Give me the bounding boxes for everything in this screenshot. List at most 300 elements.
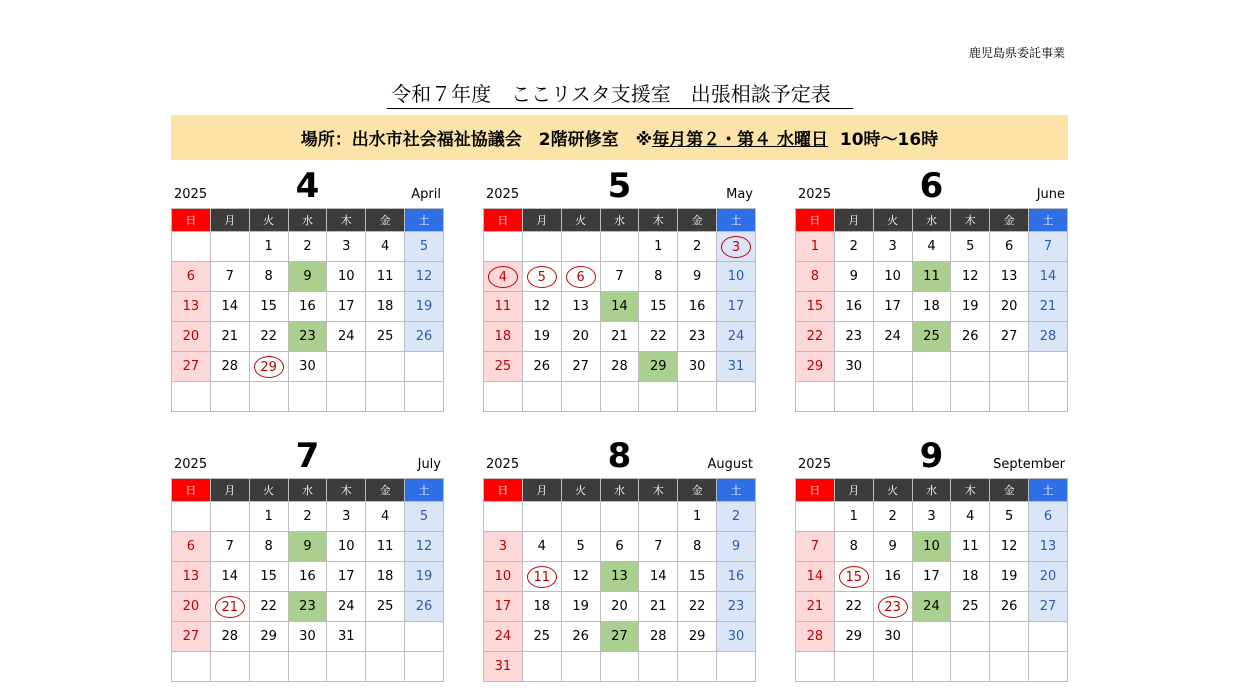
calendar-day: 18 (912, 292, 951, 322)
calendar-empty-cell (484, 502, 523, 532)
page-title (0, 78, 1240, 107)
weekday-header: 水 (600, 479, 639, 502)
weekday-header: 日 (172, 479, 211, 502)
weekday-header: 土 (405, 479, 444, 502)
calendar-day: 1 (639, 232, 678, 262)
calendar-empty-cell (1029, 652, 1068, 682)
calendar-empty-cell (366, 382, 405, 412)
calendar-day: 12 (990, 532, 1029, 562)
calendar-day: 27 (1029, 592, 1068, 622)
calendar-day: 21 (1029, 292, 1068, 322)
calendar-day: 6 (600, 532, 639, 562)
holiday-marker: 29 (254, 356, 284, 378)
calendar-grid (795, 208, 1068, 412)
calendar-day: 9 (288, 532, 327, 562)
weekday-header: 水 (912, 209, 951, 232)
calendar-day: 6 (172, 532, 211, 562)
calendar-month-5 (483, 164, 756, 412)
calendar-day: 17 (327, 562, 366, 592)
banner-time: 10時～16時 (839, 130, 939, 150)
weekday-header: 月 (210, 479, 249, 502)
calendar-day: 14 (639, 562, 678, 592)
calendar-day: 20 (172, 322, 211, 352)
calendar-day: 7 (210, 532, 249, 562)
calendar-empty-cell (561, 382, 600, 412)
calendar-day: 5 (405, 232, 444, 262)
weekday-header: 金 (990, 209, 1029, 232)
calendar-month-number: 5 (607, 166, 632, 206)
calendar-day: 27 (172, 352, 211, 382)
calendar-empty-cell (873, 352, 912, 382)
calendar-day: 24 (327, 592, 366, 622)
calendar-day: 10 (327, 262, 366, 292)
weekday-header: 金 (990, 479, 1029, 502)
calendar-day: 27 (172, 622, 211, 652)
calendar-day: 19 (405, 562, 444, 592)
calendar-empty-cell (951, 652, 990, 682)
holiday-marker: 11 (527, 566, 557, 588)
calendar-day: 8 (249, 532, 288, 562)
calendar-day: 5 (990, 502, 1029, 532)
calendar-day: 26 (405, 322, 444, 352)
calendar-month-english: June (1036, 187, 1065, 202)
calendar-empty-cell (990, 652, 1029, 682)
calendar-day: 7 (796, 532, 835, 562)
calendar-day: 5 (951, 232, 990, 262)
calendar-grid (171, 478, 444, 682)
calendar-empty-cell (951, 352, 990, 382)
calendar-day: 22 (249, 592, 288, 622)
calendar-day: 12 (405, 262, 444, 292)
weekday-header: 金 (678, 479, 717, 502)
calendar-empty-cell (405, 352, 444, 382)
calendar-empty-cell (172, 652, 211, 682)
calendar-day: 26 (561, 622, 600, 652)
calendar-day: 26 (990, 592, 1029, 622)
calendar-empty-cell (600, 502, 639, 532)
calendar-day: 4 (912, 232, 951, 262)
calendar-day: 13 (600, 562, 639, 592)
calendar-month-english: July (417, 457, 441, 472)
calendar-day: 26 (522, 352, 561, 382)
banner-location: 場所：出水市社会福祉協議会 2階研修室 ※ (300, 130, 653, 150)
weekday-header: 金 (366, 479, 405, 502)
calendar-day: 10 (327, 532, 366, 562)
calendar-day: 30 (288, 622, 327, 652)
calendar-year: 2025 (174, 457, 208, 472)
calendar-month-number: 8 (607, 436, 632, 476)
calendar-day: 28 (796, 622, 835, 652)
calendar-empty-cell (405, 382, 444, 412)
calendar-day: 28 (639, 622, 678, 652)
calendar-header (171, 164, 444, 208)
calendar-day: 21 (210, 322, 249, 352)
calendar-empty-cell (405, 622, 444, 652)
calendar-day: 21 (796, 592, 835, 622)
calendar-empty-cell (561, 232, 600, 262)
calendar-day: 9 (717, 532, 756, 562)
calendar-empty-cell (327, 352, 366, 382)
calendar-day: 14 (210, 292, 249, 322)
calendar-empty-cell (405, 652, 444, 682)
calendar-day: 17 (484, 592, 523, 622)
calendar-day: 10 (873, 262, 912, 292)
calendar-month-english: April (411, 187, 441, 202)
weekday-header: 木 (951, 479, 990, 502)
calendar-empty-cell (522, 232, 561, 262)
calendar-day: 11 (484, 292, 523, 322)
calendar-day: 14 (1029, 262, 1068, 292)
calendar-day (834, 562, 873, 592)
calendar-grid (171, 208, 444, 412)
calendar-day: 6 (172, 262, 211, 292)
calendar-day: 26 (405, 592, 444, 622)
calendar-empty-cell (912, 352, 951, 382)
calendar-day: 11 (951, 532, 990, 562)
calendar-empty-cell (639, 652, 678, 682)
holiday-marker: 23 (878, 596, 908, 618)
calendar-day: 18 (484, 322, 523, 352)
weekday-header: 月 (522, 209, 561, 232)
calendar-day: 4 (951, 502, 990, 532)
calendar-empty-cell (912, 382, 951, 412)
calendar-day: 13 (990, 262, 1029, 292)
calendar-day: 20 (990, 292, 1029, 322)
calendar-empty-cell (600, 652, 639, 682)
calendar-day: 6 (990, 232, 1029, 262)
calendar-empty-cell (366, 622, 405, 652)
calendar-day: 30 (873, 622, 912, 652)
calendar-empty-cell (600, 382, 639, 412)
weekday-header: 木 (639, 209, 678, 232)
calendar-day: 4 (366, 232, 405, 262)
calendar-empty-cell (639, 382, 678, 412)
calendar-day: 2 (288, 502, 327, 532)
calendar-day: 25 (366, 322, 405, 352)
calendar-day: 2 (834, 232, 873, 262)
calendar-day: 23 (288, 592, 327, 622)
calendar-day: 8 (249, 262, 288, 292)
calendar-empty-cell (796, 502, 835, 532)
banner-schedule: 毎月第２・第４ 水曜日 (652, 130, 829, 150)
holiday-marker: 15 (839, 566, 869, 588)
page-title-text: 令和７年度 ここリスタ支援室 出張相談予定表 (387, 82, 853, 109)
calendar-day: 3 (912, 502, 951, 532)
calendar-day: 19 (561, 592, 600, 622)
weekday-header: 土 (1029, 209, 1068, 232)
calendar-header (795, 434, 1068, 478)
calendar-empty-cell (678, 382, 717, 412)
weekday-header: 火 (561, 209, 600, 232)
calendar-day: 10 (484, 562, 523, 592)
calendar-day: 15 (678, 562, 717, 592)
calendar-empty-cell (522, 652, 561, 682)
calendar-day: 1 (834, 502, 873, 532)
calendar-day: 11 (912, 262, 951, 292)
calendar-day: 3 (327, 232, 366, 262)
calendar-day: 8 (796, 262, 835, 292)
calendar-day: 28 (600, 352, 639, 382)
weekday-header: 日 (796, 209, 835, 232)
calendar-day: 24 (327, 322, 366, 352)
calendar-day: 19 (990, 562, 1029, 592)
calendar-month-english: September (993, 457, 1065, 472)
calendar-day: 2 (288, 232, 327, 262)
location-banner (171, 115, 1068, 160)
calendar-empty-cell (951, 622, 990, 652)
calendar-header (171, 434, 444, 478)
calendar-empty-cell (210, 382, 249, 412)
weekday-header: 木 (951, 209, 990, 232)
calendar-month-number: 7 (295, 436, 320, 476)
calendar-day: 31 (484, 652, 523, 682)
weekday-header: 水 (288, 209, 327, 232)
weekday-header: 木 (639, 479, 678, 502)
calendar-day: 17 (912, 562, 951, 592)
calendar-day: 15 (796, 292, 835, 322)
calendar-empty-cell (639, 502, 678, 532)
calendar-empty-cell (484, 382, 523, 412)
calendar-empty-cell (210, 232, 249, 262)
calendar-empty-cell (327, 652, 366, 682)
calendar-empty-cell (210, 652, 249, 682)
calendar-day: 11 (366, 262, 405, 292)
calendar-empty-cell (834, 652, 873, 682)
calendar-day: 16 (834, 292, 873, 322)
weekday-header: 木 (327, 209, 366, 232)
calendar-empty-cell (678, 652, 717, 682)
weekday-header: 月 (210, 209, 249, 232)
calendar-empty-cell (366, 352, 405, 382)
calendar-day: 25 (522, 622, 561, 652)
calendar-day: 23 (717, 592, 756, 622)
calendar-header (483, 434, 756, 478)
calendar-day: 25 (951, 592, 990, 622)
holiday-marker: 5 (527, 266, 557, 288)
calendar-day: 24 (873, 322, 912, 352)
calendar-day: 27 (561, 352, 600, 382)
calendar-header (795, 164, 1068, 208)
calendar-year: 2025 (486, 457, 520, 472)
weekday-header: 日 (484, 209, 523, 232)
calendar-day: 16 (288, 562, 327, 592)
calendar-day: 15 (249, 562, 288, 592)
calendar-grid (483, 478, 756, 682)
calendar-day: 30 (678, 352, 717, 382)
calendar-day: 17 (717, 292, 756, 322)
calendar-day: 25 (912, 322, 951, 352)
calendar-day: 2 (873, 502, 912, 532)
calendar-day (873, 592, 912, 622)
calendar-month-number: 9 (919, 436, 944, 476)
weekday-header: 月 (522, 479, 561, 502)
calendar-day: 29 (678, 622, 717, 652)
calendar-day: 23 (834, 322, 873, 352)
calendar-empty-cell (990, 352, 1029, 382)
calendar-day: 18 (951, 562, 990, 592)
calendar-day: 15 (249, 292, 288, 322)
calendar-day: 29 (639, 352, 678, 382)
calendar-day: 22 (834, 592, 873, 622)
calendar-day: 9 (288, 262, 327, 292)
weekday-header: 火 (561, 479, 600, 502)
calendar-empty-cell (990, 622, 1029, 652)
calendar-day: 16 (717, 562, 756, 592)
calendar-day: 20 (1029, 562, 1068, 592)
calendar-day: 27 (990, 322, 1029, 352)
calendar-day: 13 (561, 292, 600, 322)
calendar-day: 4 (522, 532, 561, 562)
calendar-day: 29 (834, 622, 873, 652)
calendar-day: 2 (678, 232, 717, 262)
calendar-day: 16 (678, 292, 717, 322)
calendar-day: 12 (561, 562, 600, 592)
calendar-month-6 (795, 164, 1068, 412)
calendar-empty-cell (288, 382, 327, 412)
calendar-day: 13 (1029, 532, 1068, 562)
sponsor-note: 鹿児島県委託事業 (968, 46, 1065, 60)
calendar-empty-cell (249, 652, 288, 682)
calendar-day: 1 (249, 502, 288, 532)
calendar-day: 8 (834, 532, 873, 562)
calendar-empty-cell (834, 382, 873, 412)
calendar-day: 31 (717, 352, 756, 382)
calendar-day: 9 (834, 262, 873, 292)
holiday-marker: 3 (721, 236, 751, 258)
calendar-empty-cell (288, 652, 327, 682)
calendar-day: 6 (1029, 502, 1068, 532)
weekday-header: 土 (717, 209, 756, 232)
calendar-day: 29 (249, 622, 288, 652)
weekday-header: 土 (717, 479, 756, 502)
weekday-header: 火 (873, 209, 912, 232)
calendar-day: 18 (522, 592, 561, 622)
calendar-empty-cell (873, 652, 912, 682)
weekday-header: 月 (834, 209, 873, 232)
calendar-day: 28 (1029, 322, 1068, 352)
calendar-day (522, 562, 561, 592)
calendar-empty-cell (327, 382, 366, 412)
calendar-day: 30 (717, 622, 756, 652)
calendar-day: 2 (717, 502, 756, 532)
weekday-header: 日 (796, 479, 835, 502)
calendar-empty-cell (600, 232, 639, 262)
calendar-day: 18 (366, 562, 405, 592)
weekday-header: 火 (249, 479, 288, 502)
calendar-day: 17 (327, 292, 366, 322)
holiday-marker: 6 (566, 266, 596, 288)
calendar-month-english: May (726, 187, 753, 202)
calendar-day: 14 (600, 292, 639, 322)
calendar-day: 22 (639, 322, 678, 352)
calendar-day: 23 (288, 322, 327, 352)
calendar-month-number: 4 (295, 166, 320, 206)
calendar-month-english: August (707, 457, 753, 472)
calendar-month-4 (171, 164, 444, 412)
calendar-empty-cell (912, 622, 951, 652)
calendar-day: 22 (249, 322, 288, 352)
calendar-day: 26 (951, 322, 990, 352)
calendar-day (484, 262, 523, 292)
calendar-empty-cell (561, 502, 600, 532)
calendar-day: 13 (172, 292, 211, 322)
calendar-empty-cell (522, 382, 561, 412)
calendar-empty-cell (1029, 352, 1068, 382)
calendar-day: 11 (366, 532, 405, 562)
calendar-day: 19 (405, 292, 444, 322)
calendar-day: 3 (484, 532, 523, 562)
calendar-empty-cell (210, 502, 249, 532)
weekday-header: 木 (327, 479, 366, 502)
calendar-year: 2025 (798, 187, 832, 202)
calendar-day: 8 (639, 262, 678, 292)
calendar-empty-cell (717, 652, 756, 682)
calendar-month-7 (171, 434, 444, 682)
calendar-day: 13 (172, 562, 211, 592)
calendar-day: 28 (210, 622, 249, 652)
calendar-day: 7 (1029, 232, 1068, 262)
calendar-empty-cell (484, 232, 523, 262)
calendar-empty-cell (990, 382, 1029, 412)
weekday-header: 水 (912, 479, 951, 502)
calendar-month-8 (483, 434, 756, 682)
calendar-day: 14 (210, 562, 249, 592)
calendar-day: 14 (796, 562, 835, 592)
weekday-header: 日 (172, 209, 211, 232)
calendar-day: 1 (249, 232, 288, 262)
calendar-day: 12 (951, 262, 990, 292)
calendar-day: 23 (678, 322, 717, 352)
calendar-empty-cell (172, 502, 211, 532)
calendar-day: 5 (405, 502, 444, 532)
calendar-day (210, 592, 249, 622)
calendar-empty-cell (172, 382, 211, 412)
calendar-day: 29 (796, 352, 835, 382)
calendar-day: 1 (796, 232, 835, 262)
calendar-month-number: 6 (919, 166, 944, 206)
calendar-day: 10 (717, 262, 756, 292)
weekday-header: 金 (678, 209, 717, 232)
calendar-header (483, 164, 756, 208)
calendar-day: 7 (210, 262, 249, 292)
calendar-day: 22 (678, 592, 717, 622)
calendar-day: 24 (912, 592, 951, 622)
weekday-header: 日 (484, 479, 523, 502)
calendar-day: 30 (288, 352, 327, 382)
calendar-day (522, 262, 561, 292)
calendar-day: 28 (210, 352, 249, 382)
calendar-day: 31 (327, 622, 366, 652)
calendar-day: 20 (600, 592, 639, 622)
calendar-day (561, 262, 600, 292)
calendar-day: 20 (561, 322, 600, 352)
calendar-day: 25 (366, 592, 405, 622)
weekday-header: 水 (600, 209, 639, 232)
calendar-day: 16 (873, 562, 912, 592)
calendar-day: 3 (873, 232, 912, 262)
holiday-marker: 4 (488, 266, 518, 288)
weekday-header: 土 (405, 209, 444, 232)
holiday-marker: 21 (215, 596, 245, 618)
calendar-empty-cell (717, 382, 756, 412)
calendar-day: 15 (639, 292, 678, 322)
weekday-header: 月 (834, 479, 873, 502)
weekday-header: 金 (366, 209, 405, 232)
calendar-empty-cell (366, 652, 405, 682)
weekday-header: 土 (1029, 479, 1068, 502)
calendar-empty-cell (249, 382, 288, 412)
calendar-day: 19 (522, 322, 561, 352)
